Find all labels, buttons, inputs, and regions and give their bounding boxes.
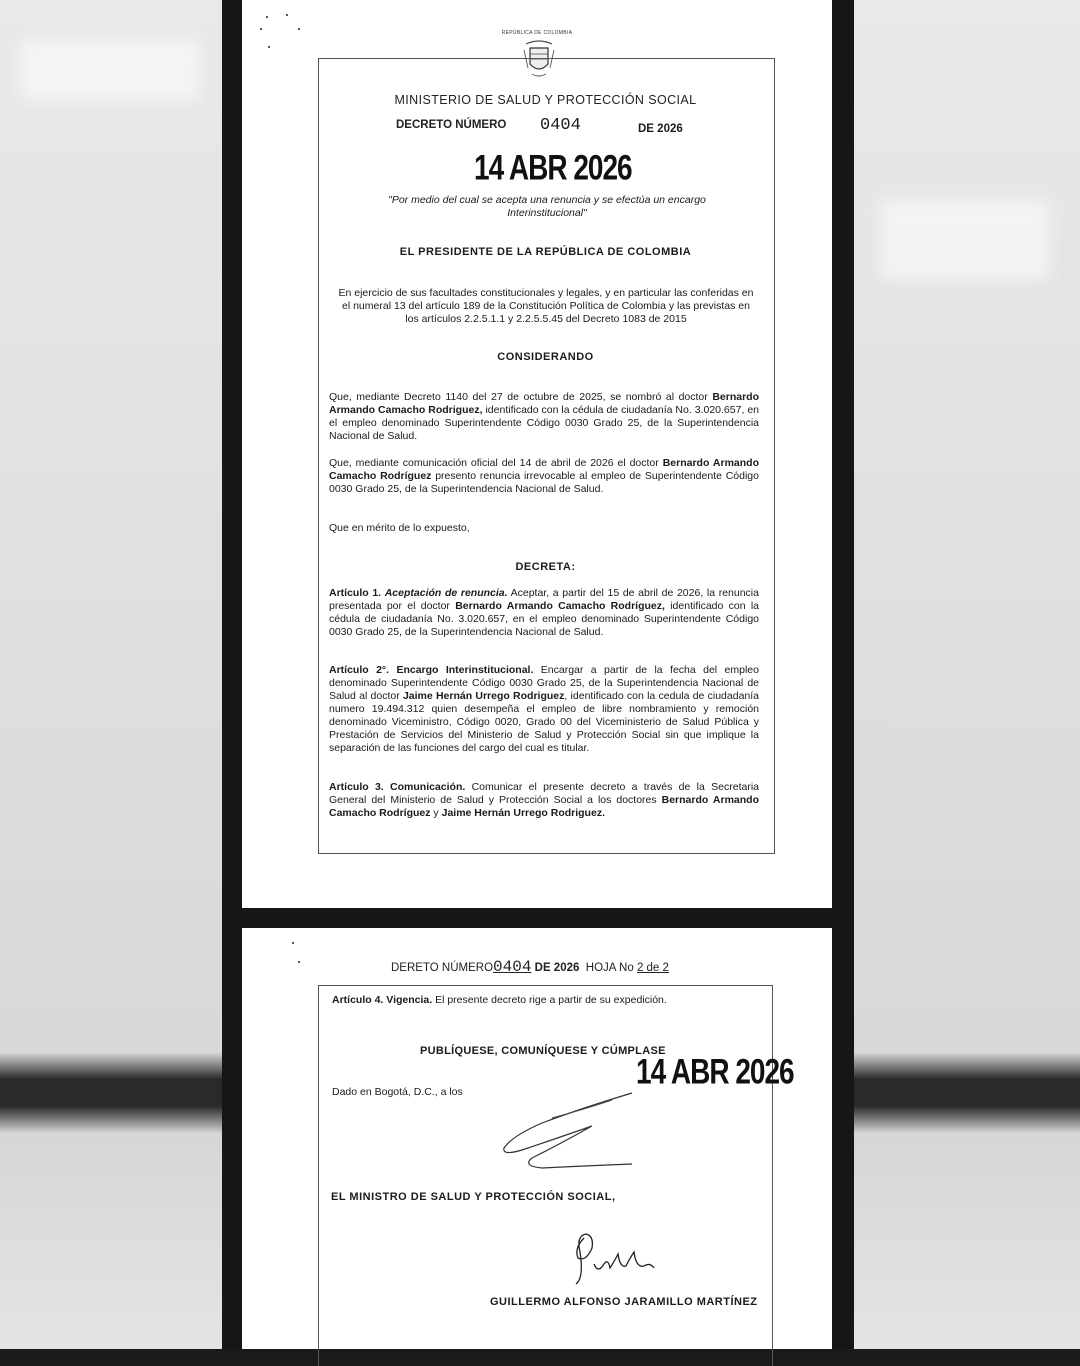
backdrop-blur	[880, 200, 1050, 280]
decree-page-1	[242, 0, 832, 908]
decreto-year: DE 2026	[638, 123, 683, 135]
page-2-header: DERETO NÚMERO0404 DE 2026 HOJA No 2 de 2	[391, 958, 669, 976]
considerando-paragraph-1: Que, mediante Decreto 1140 del 27 de octubre de 2025, se nombró al doctor Bernardo Armando Camacho Rodriguez, identificado con la cédula de ciudadanía No. 3.020.657, en el empleo denominado Superintendente Código 0030 Grado 25, de la Superintendencia Nacional de Salud.	[329, 391, 759, 442]
page-gap	[242, 908, 832, 928]
minister-signature	[564, 1228, 664, 1288]
page-shadow-left	[222, 0, 242, 1349]
minister-name: GUILLERMO ALFONSO JARAMILLO MARTÍNEZ	[490, 1296, 758, 1308]
preamble: En ejercicio de sus facultades constitucionales y legales, y en particular las conferidas en el numeral 13 del artículo 189 de la Constitución Política de Colombia y las previstas en los artículos 2.2.5.1.1 y 2.2.5.5.45 del Decreto 1083 de 2015	[338, 287, 754, 325]
publiquese-heading: PUBLÍQUESE, COMUNÍQUESE Y CÚMPLASE	[420, 1045, 666, 1057]
ministry-heading: MINISTERIO DE SALUD Y PROTECCIÓN SOCIAL	[394, 93, 697, 107]
decree-page-2	[242, 928, 832, 1349]
date-stamp: 14 ABR 2026	[474, 148, 632, 187]
decreta-heading: DECRETA:	[515, 561, 576, 573]
considerando-paragraph-3: Que en mérito de lo expuesto,	[329, 522, 470, 534]
president-heading: EL PRESIDENTE DE LA REPÚBLICA DE COLOMBIA	[399, 246, 692, 258]
decreto-number: 0404	[540, 116, 581, 135]
page-shadow-right	[832, 0, 854, 1349]
article-4: Artículo 4. Vigencia. El presente decreto rige a partir de su expedición.	[332, 994, 667, 1006]
article-3: Artículo 3. Comunicación. Comunicar el presente decreto a través de la Secretaria General del Ministerio de Salud y Protección Social a los doctores Bernardo Armando Camacho Rodríguez y Jaime Hernán Urrego Rodriguez.	[329, 781, 759, 819]
decreto-label: DECRETO NÚMERO	[396, 119, 507, 131]
minister-title: EL MINISTRO DE SALUD Y PROTECCIÓN SOCIAL,	[331, 1191, 616, 1203]
seal-caption: REPÚBLICA DE COLOMBIA	[501, 30, 573, 36]
signature-initials	[492, 1088, 642, 1178]
issued-place: Dado en Bogotá, D.C., a los	[332, 1086, 463, 1098]
considerando-paragraph-2: Que, mediante comunicación oficial del 14 de abril de 2026 el doctor Bernardo Armando Camacho Rodríguez presento renuncia irrevocable al empleo de Superintendente Código 0030 Grado 25, de la Superintendencia Nacional de Salud.	[329, 457, 759, 495]
article-1: Artículo 1. Aceptación de renuncia. Aceptar, a partir del 15 de abril de 2026, la renuncia presentada por el doctor Bernardo Armando Camacho Rodríguez, identificado con la cédula de ciudadanía No. 3.020.657, en el empleo denominado Superintendente Código 0030 Grado 25, de la Superintendencia Nacional de Salud.	[329, 587, 759, 638]
backdrop-blur	[20, 40, 200, 100]
decree-subject: "Por medio del cual se acepta una renuncia y se efectúa un encargo Interinstitucional"	[388, 194, 706, 219]
date-stamp: 14 ABR 2026	[636, 1052, 794, 1091]
considerando-heading: CONSIDERANDO	[497, 351, 594, 363]
decreto-number: 0404	[493, 958, 532, 976]
article-2: Artículo 2°. Encargo Interinstitucional. Encargar a partir de la fecha del empleo denominado Superintendente Código 0030 Grado 25, de la Superintendencia Nacional de Salud al doctor Jaime Hernán Urrego Rodriguez, identificado con la cedula de ciudadanía numero 19.494.312 quien desempeña el empleo de libre nombramiento y remoción denominado Viceministro, Código 0020, Grado 00 del Viceministerio de Salud Pública y Prestación de Servicios del Ministerio de Salud y Protección Social sin que implique la separación de las funciones del cargo del cual es titular.	[329, 664, 759, 754]
